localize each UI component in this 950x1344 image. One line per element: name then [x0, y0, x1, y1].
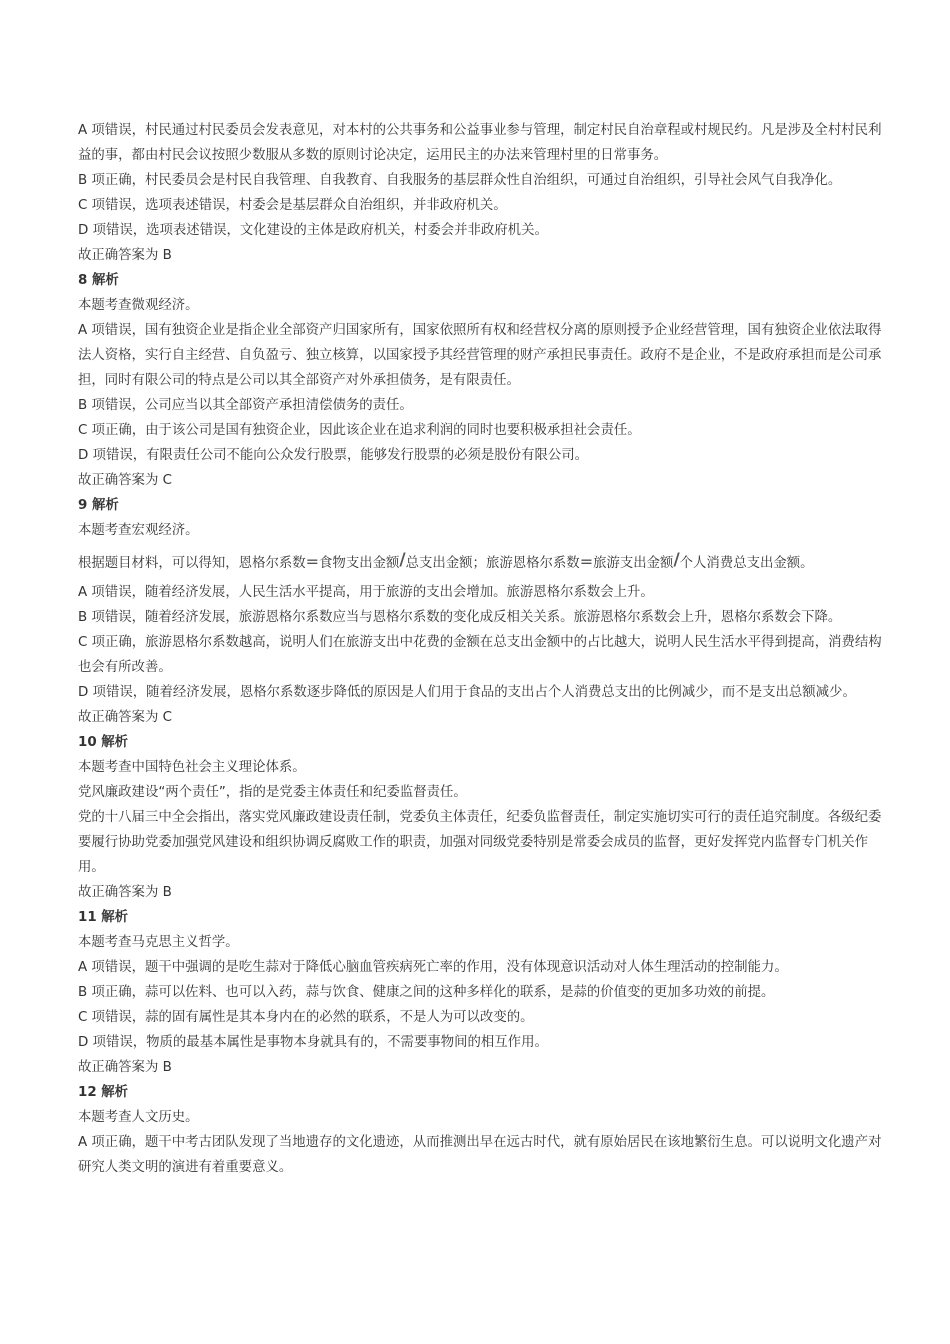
equals-sign: =	[305, 552, 320, 571]
q9-formula-part4: 旅游支出金额	[593, 556, 674, 571]
q8-answer: 故正确答案为 C	[78, 473, 172, 488]
q12-option-a: A 项正确，题干中考古团队发现了当地遗存的文化遗迹，从而推测出早在远古时代，就有原始居民在该地繁衍生息。可以说明文化遗产对研究人类文明的演进有着重要意义。	[78, 1135, 882, 1175]
q9-option-c: C 项正确，旅游恩格尔系数越高，说明人们在旅游支出中花费的金额在总支出金额中的占比越大，说明人民生活水平得到提高，消费结构也会有所改善。	[78, 635, 882, 675]
q8-option-b: B 项错误，公司应当以其全部资产承担清偿债务的责任。	[78, 398, 413, 413]
document-page	[78, 118, 884, 1180]
q9-formula	[78, 549, 884, 576]
q11-option-b: B 项正确，蒜可以佐料、也可以入药，蒜与饮食、健康之间的这种多样化的联系，是蒜的价值变的更加多功效的前提。	[78, 985, 775, 1000]
q9-formula-part2: 食物支出金额	[319, 556, 400, 571]
fraction-slash: /	[673, 550, 680, 570]
q10-heading: 10 解析	[78, 735, 129, 750]
q7-option-b: B 项正确，村民委员会是村民自我管理、自我教育、自我服务的基层群众性自治组织，可通过自治组织，引导社会风气自我净化。	[78, 173, 842, 188]
q12-heading: 12 解析	[78, 1085, 129, 1100]
q8-option-a: A 项错误，国有独资企业是指企业全部资产归国家所有，国家依照所有权和经营权分离的原则授予企业经营管理，国有独资企业依法取得法人资格，实行自主经营、自负盈亏、独立核算，以国家授予其经营管理的财产承担民事责任。政府不是企业，不是政府承担而是公司承担，同时有限公司的特点是公司以其全部资产对外承担债务，是有限责任。	[78, 323, 882, 388]
q8-option-c: C 项正确，由于该公司是国有独资企业，因此该企业在追求利润的同时也要积极承担社会责任。	[78, 423, 641, 438]
q9-answer: 故正确答案为 C	[78, 710, 172, 725]
q9-option-a: A 项错误，随着经济发展，人民生活水平提高，用于旅游的支出会增加。旅游恩格尔系数会上升。	[78, 585, 654, 600]
q10-paragraph-2: 党的十八届三中全会指出，落实党风廉政建设责任制，党委负主体责任，纪委负监督责任，制定实施切实可行的责任追究制度。各级纪委要履行协助党委加强党风建设和组织协调反腐败工作的职责，加强对同级党委特别是常委会成员的监督，更好发挥党内监督专门机关作用。	[78, 810, 882, 875]
q8-intro: 本题考查微观经济。	[78, 298, 199, 313]
q9-formula-part3: 总支出金额；旅游恩格尔系数	[405, 556, 580, 571]
q11-option-d: D 项错误，物质的最基本属性是事物本身就具有的，不需要事物间的相互作用。	[78, 1035, 548, 1050]
q12-intro: 本题考查人文历史。	[78, 1110, 199, 1125]
q10-intro: 本题考查中国特色社会主义理论体系。	[78, 760, 306, 775]
q7-answer: 故正确答案为 B	[78, 248, 172, 263]
q7-option-c: C 项错误，选项表述错误，村委会是基层群众自治组织，并非政府机关。	[78, 198, 507, 213]
q11-option-c: C 项错误，蒜的固有属性是其本身内在的必然的联系，不是人为可以改变的。	[78, 1010, 534, 1025]
q11-intro: 本题考查马克思主义哲学。	[78, 935, 239, 950]
q10-paragraph-1: 党风廉政建设“两个责任”，指的是党委主体责任和纪委监督责任。	[78, 785, 467, 800]
q11-heading: 11 解析	[78, 910, 129, 925]
q11-answer: 故正确答案为 B	[78, 1060, 172, 1075]
q11-option-a: A 项错误，题干中强调的是吃生蒜对于降低心脑血管疾病死亡率的作用，没有体现意识活动对人体生理活动的控制能力。	[78, 960, 788, 975]
q9-heading: 9 解析	[78, 498, 119, 513]
q9-intro: 本题考查宏观经济。	[78, 523, 199, 538]
q9-option-d: D 项错误，随着经济发展，恩格尔系数逐步降低的原因是人们用于食品的支出占个人消费总支出的比例减少，而不是支出总额减少。	[78, 685, 856, 700]
q8-heading: 8 解析	[78, 273, 119, 288]
fraction-slash: /	[399, 550, 406, 570]
q9-formula-part5: 个人消费总支出金额。	[679, 556, 814, 571]
q9-option-b: B 项错误，随着经济发展，旅游恩格尔系数应当与恩格尔系数的变化成反相关关系。旅游恩格尔系数会上升，恩格尔系数会下降。	[78, 610, 842, 625]
q7-option-a: A 项错误，村民通过村民委员会发表意见，对本村的公共事务和公益事业参与管理，制定村民自治章程或村规民约。凡是涉及全村村民利益的事，都由村民会议按照少数服从多数的原则讨论决定，运用民主的办法来管理村里的日常事务。	[78, 123, 882, 163]
q9-formula-part1: 根据题目材料，可以得知，恩格尔系数	[78, 556, 306, 571]
q10-answer: 故正确答案为 B	[78, 885, 172, 900]
q8-option-d: D 项错误，有限责任公司不能向公众发行股票，能够发行股票的必须是股份有限公司。	[78, 448, 589, 463]
q7-option-d: D 项错误，选项表述错误，文化建设的主体是政府机关，村委会并非政府机关。	[78, 223, 548, 238]
equals-sign: =	[579, 552, 594, 571]
